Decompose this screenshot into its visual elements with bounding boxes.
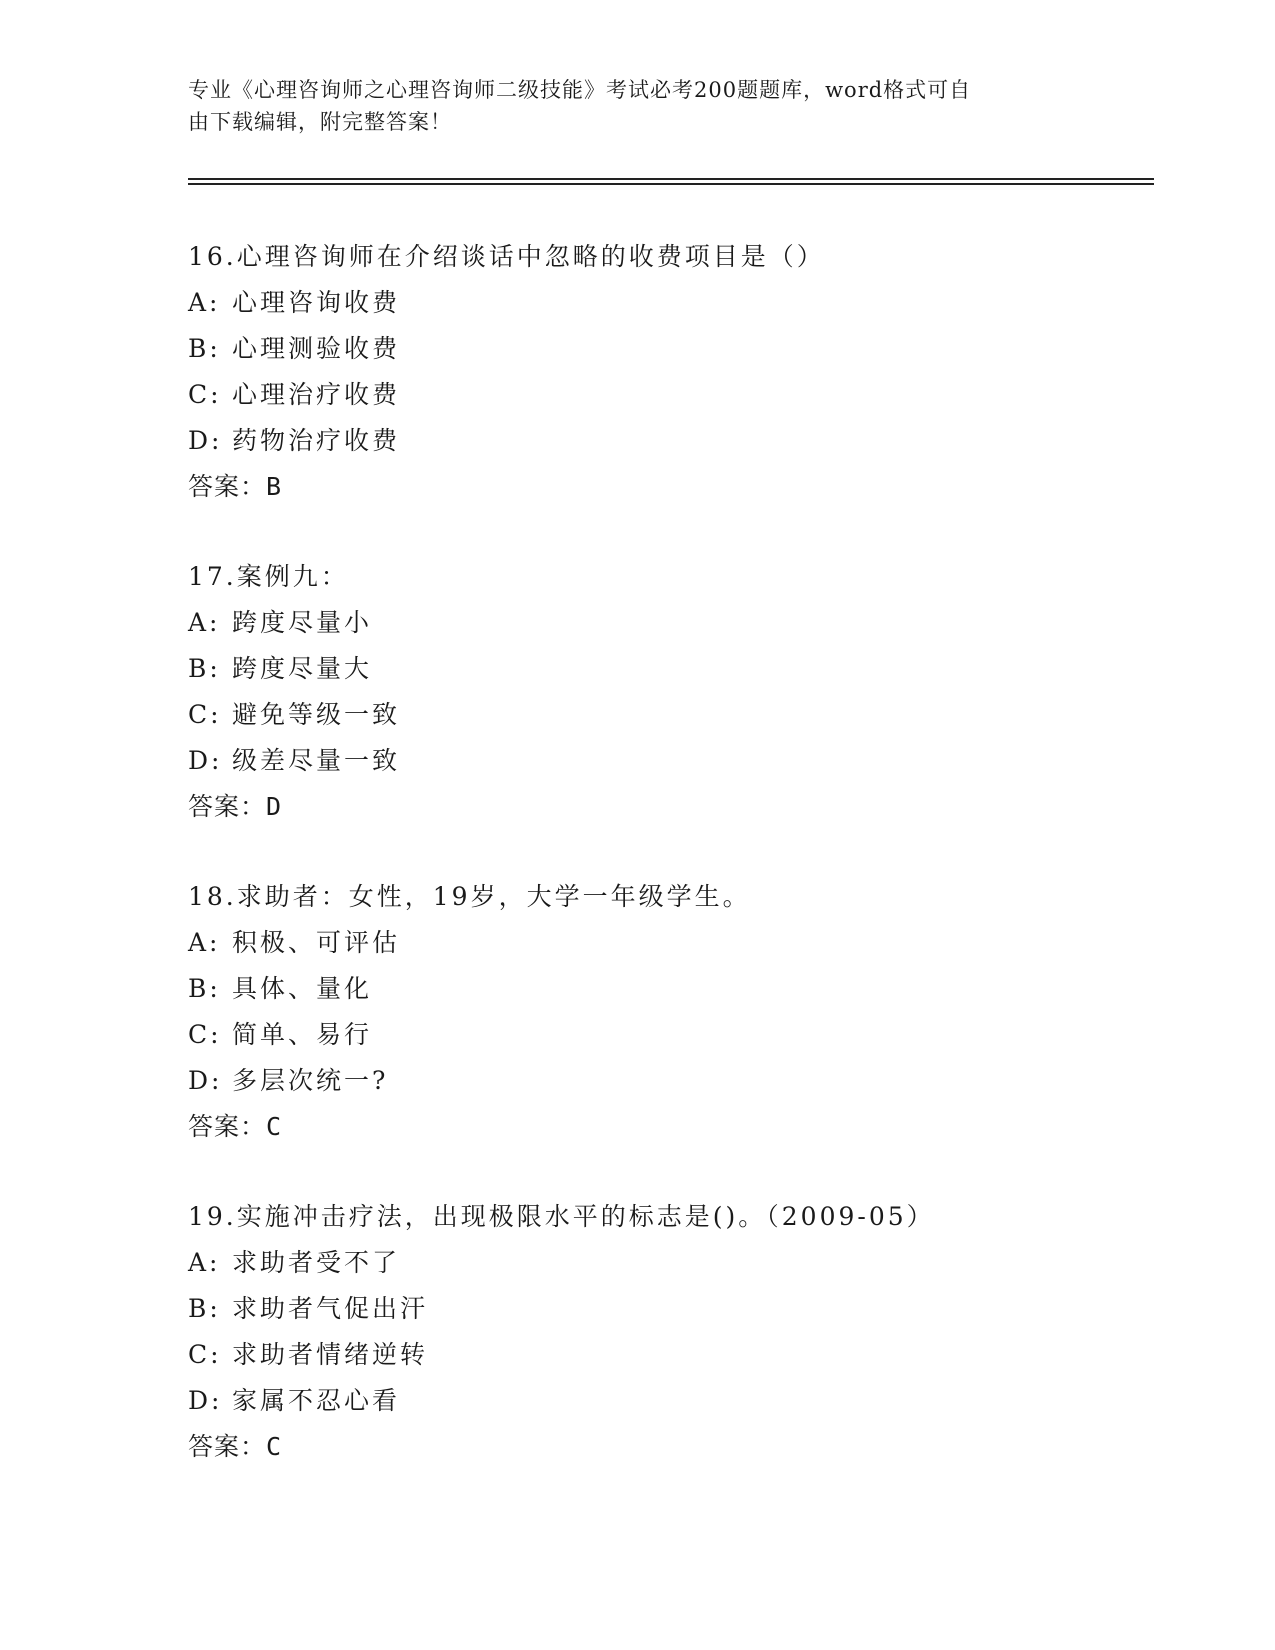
- option-d: [188, 738, 1148, 784]
- option-text: 积极、可评估: [232, 928, 401, 957]
- answer-line: 答案：D: [188, 792, 283, 821]
- option-text: 求助者情绪逆转: [232, 1340, 429, 1369]
- option-letter: B:: [188, 974, 221, 1003]
- option-a: [188, 600, 1148, 646]
- question-19: [188, 1194, 1148, 1470]
- question-stem: 16.心理咨询师在介绍谈话中忽略的收费项目是（）: [188, 242, 825, 271]
- header-line-2: 由下载编辑，附完整答案！: [188, 110, 452, 134]
- answer-line: 答案：C: [188, 1432, 283, 1461]
- option-letter: D:: [188, 426, 223, 455]
- header-divider-top: [188, 178, 1154, 180]
- option-d: [188, 418, 1148, 464]
- option-b: [188, 326, 1148, 372]
- option-letter: B:: [188, 1294, 221, 1323]
- option-letter: C:: [188, 1340, 222, 1369]
- question-17: [188, 554, 1148, 830]
- option-letter: C:: [188, 700, 222, 729]
- option-letter: A:: [188, 608, 221, 637]
- document-header: [188, 74, 1068, 138]
- option-letter: B:: [188, 654, 221, 683]
- question-stem: 18.求助者：女性，19岁，大学一年级学生。: [188, 882, 751, 911]
- option-b: [188, 646, 1148, 692]
- option-b: [188, 966, 1148, 1012]
- option-letter: A:: [188, 288, 221, 317]
- option-letter: D:: [188, 1386, 223, 1415]
- option-text: 多层次统一?: [232, 1066, 389, 1095]
- option-d: [188, 1058, 1148, 1104]
- option-a: [188, 280, 1148, 326]
- answer-line: 答案：B: [188, 472, 283, 501]
- option-b: [188, 1286, 1148, 1332]
- question-stem: 17.案例九：: [188, 562, 349, 591]
- option-text: 简单、易行: [232, 1020, 373, 1049]
- option-text: 药物治疗收费: [232, 426, 401, 455]
- option-text: 家属不忍心看: [232, 1386, 401, 1415]
- option-text: 具体、量化: [232, 974, 373, 1003]
- option-d: [188, 1378, 1148, 1424]
- header-line-1: 专业《心理咨询师之心理咨询师二级技能》考试必考200题题库，word格式可自: [188, 78, 972, 102]
- option-a: [188, 920, 1148, 966]
- option-c: [188, 1332, 1148, 1378]
- option-text: 跨度尽量大: [232, 654, 373, 683]
- option-text: 跨度尽量小: [232, 608, 373, 637]
- option-text: 求助者气促出汗: [232, 1294, 429, 1323]
- option-text: 级差尽量一致: [232, 746, 401, 775]
- header-divider-bottom: [188, 183, 1154, 185]
- option-c: [188, 692, 1148, 738]
- option-letter: C:: [188, 380, 222, 409]
- question-16: [188, 234, 1148, 510]
- answer-line: 答案：C: [188, 1112, 283, 1141]
- option-text: 心理治疗收费: [232, 380, 401, 409]
- option-text: 求助者受不了: [232, 1248, 401, 1277]
- option-letter: A:: [188, 1248, 221, 1277]
- question-18: [188, 874, 1148, 1150]
- option-text: 心理咨询收费: [232, 288, 401, 317]
- option-letter: B:: [188, 334, 221, 363]
- option-text: 避免等级一致: [232, 700, 401, 729]
- option-c: [188, 1012, 1148, 1058]
- option-letter: D:: [188, 746, 223, 775]
- option-c: [188, 372, 1148, 418]
- option-letter: D:: [188, 1066, 223, 1095]
- option-text: 心理测验收费: [232, 334, 401, 363]
- option-a: [188, 1240, 1148, 1286]
- option-letter: A:: [188, 928, 221, 957]
- question-stem: 19.实施冲击疗法，出现极限水平的标志是()。（2009-05）: [188, 1202, 935, 1231]
- option-letter: C:: [188, 1020, 222, 1049]
